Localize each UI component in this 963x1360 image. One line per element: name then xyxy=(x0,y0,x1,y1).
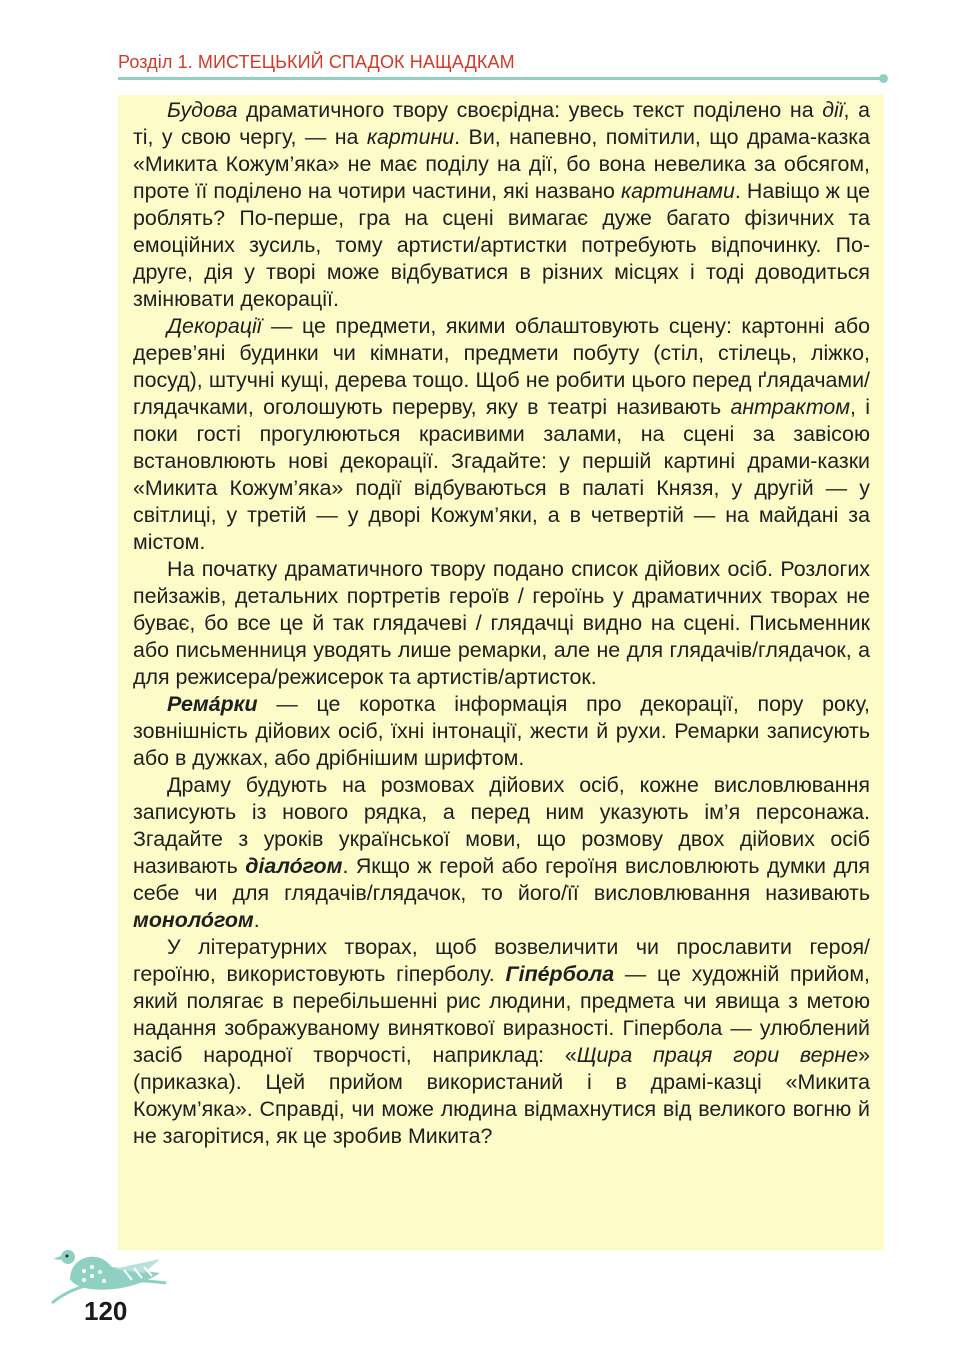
text-run: . Якщо ж герой або героїня висловлюють думки для себе чи для глядачів/глядачок, то його/її висловлювання називають xyxy=(133,854,871,905)
body-text xyxy=(133,97,870,1150)
term: антрактом xyxy=(730,395,850,419)
text-run: Драму будують на розмовах дійових осіб, кожне висловлювання записують із нового рядка, а перед ним указують ім’я персонажа. Згадайте з уроків української мови, що розмову двох дійових осіб називають xyxy=(133,773,870,878)
term: Декорації xyxy=(167,314,262,338)
text-run: — це коротка інформація про декорації, пору року, зовнішність дійових осіб, їхні інтонації, жести й рухи. Ремарки записують або в дужках, або дрібнішим шрифтом. xyxy=(133,692,870,770)
text-run: , і поки гості прогулюються красивими залами, на сцені за завісою встановлюють нові декорації. Згадайте: у першій картині драми-казки «Микита Кожум’яка» події відбуваються в палаті Князя, у другій — у світлиці, у третій — у дворі Кожум’яки, а в четвертій — на майдані за містом. xyxy=(133,395,871,554)
chapter-header: Розділ 1. МИСТЕЦЬКИЙ СПАДОК НАЩАДКАМ xyxy=(118,52,515,72)
text-run: — це художній прийом, який полягає в перебільшенні рис людини, предмета чи явища з метою надання зображуваному виняткової виразності. Гіпербола — улюблений засіб народної творчості, наприклад: « xyxy=(133,962,870,1067)
text-run: У літературних творах, щоб возвеличити чи прославити героя/героїню, використовують гіперболу. xyxy=(133,935,870,986)
text-run: На початку драматичного твору подано список дійових осіб. Розлогих пейзажів, детальних портретів героїв / героїнь у драматичних творах не буває, бо все це й так глядачеві / глядачці видно на сцені. Письменник або письменниця уводять лише ремарки, але не для глядачів/глядачок, а для режисера/режисерок та артистів/артисток. xyxy=(133,557,870,689)
paragraph-dialogue xyxy=(133,772,870,934)
paragraph-hyperbole xyxy=(133,934,870,1150)
header-rule xyxy=(118,77,884,80)
text-run: . xyxy=(253,908,260,932)
paragraph-remarks xyxy=(133,691,870,772)
text-run: , а ті, у свою чергу, — на xyxy=(133,98,870,149)
page-number: 120 xyxy=(84,1296,128,1326)
text-run: . Навіщо ж це роблять? По-перше, гра на сцені вимагає дуже багато фізичних та емоційних зусиль, тому артисти/артистки потребують відпочинку. По-друге, дія у творі може відбуватися в різних місцях і тоді доводиться змінювати декорації. xyxy=(133,179,870,311)
term: картини xyxy=(366,125,455,149)
term: дії xyxy=(822,98,844,122)
header-rule-dot xyxy=(879,74,888,83)
term: Будова xyxy=(167,98,238,122)
text-run: » (приказка). Цей прийом використаний і в драмі-казці «Микита Кожум’яка». Справді, чи може людина відмахнутися від великого вогню й не загорітися, як це зробив Микита? xyxy=(133,1043,870,1148)
term: Щира праця гори верне xyxy=(576,1043,859,1067)
text-run: драматичного твору своєрідна: увесь текст поділено на xyxy=(237,98,823,122)
term: Рема́рки xyxy=(167,692,258,716)
term: Гіпе́рбола xyxy=(505,962,615,986)
text-run: — це предмети, якими облаштовують сцену: картонні або дерев’яні будинки чи кімнати, предмети побуту (стіл, стілець, ліжко, посуд), штучні кущі, дерева тощо. Щоб не робити цього перед ґлядачами/глядачками, оголошують перерву, яку в театрі називають xyxy=(133,314,870,419)
term: моноло́гом xyxy=(133,908,254,932)
paragraph-characters xyxy=(133,556,870,691)
term: діало́гом xyxy=(245,854,343,878)
paragraph-structure xyxy=(133,97,870,313)
paragraph-decorations xyxy=(133,313,870,556)
text-run: . Ви, напевно, помітили, що драма-казка «Микита Кожум’яка» не має поділу на дії, бо вона невелика за обсягом, проте її поділено на чотири частини, які названо xyxy=(133,125,870,203)
term: картинами xyxy=(621,179,735,203)
